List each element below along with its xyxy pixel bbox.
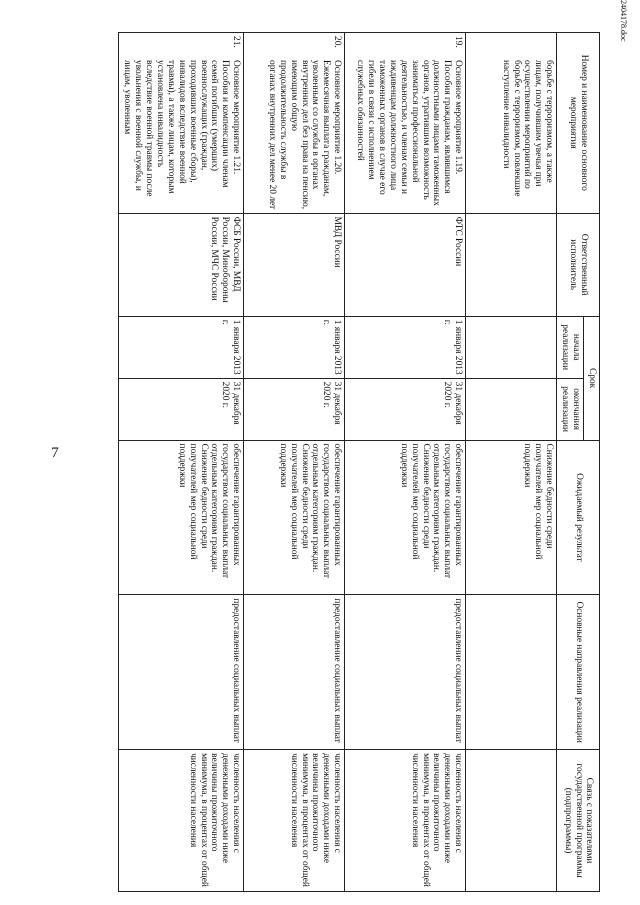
row-result: Снижение бедности среди получателей мер социальной поддержки [466, 440, 557, 595]
row-indicator: численность населения с денежными доходами ниже величины прожиточного минимума, в процентах от общей численности населения [244, 750, 345, 892]
row-executor: ФСБ России, МВД России, Минобороны России, МЧС России [119, 213, 244, 316]
row-indicator [466, 750, 557, 892]
header-row [584, 33, 600, 892]
rotated-table-container [95, 32, 600, 892]
table-row [466, 33, 557, 892]
row-result: обеспечение гарантированных государством социальных выплат отдельным категориям граждан. Снижение бедности среди получателей мер социальной поддержки [119, 440, 244, 595]
row-title: Основное мероприятие 1.19. Пособия гражданам, являвшимся должностными лицами таможенных органов, утратившим возможность заниматься профессиональной деятельностью, и членам семьи и иждивенцам должностного лица таможенных органов в случае его гибели в связи с исполнением служебных обязанностей [355, 60, 464, 206]
row-direction: предоставление социальных выплат [345, 595, 466, 750]
header-measure: Номер и наименование основного мероприятия [557, 33, 600, 214]
row-number [500, 36, 555, 54]
header-start: начала реализации [557, 316, 584, 378]
row-direction: предоставление социальных выплат [244, 595, 345, 750]
footer-filename: 2404178.doc [619, 0, 628, 42]
header-end: окончания реализации [557, 378, 584, 440]
row-executor: МВД России [244, 213, 345, 316]
table-row [119, 33, 244, 892]
row-start: 1 января 2013 г. [119, 316, 244, 378]
measures-table [118, 32, 600, 892]
row-end: 31 декабря 2020 г. [345, 378, 466, 440]
header-direction: Основные направления реализации [557, 595, 600, 750]
row-title: Основное мероприятие 1.21. Пособия и компенсации членам семей погибших (умерших) военнослужащих (граждан, проходивших военные сборы), инвалидов вследствие военной травмы), а также лицам, которым установлена инвалидность вследствие военной травмы после увольнения с военной службы, и лицам, уволенным [122, 60, 242, 197]
row-end: 31 декабря 2020 г. [119, 378, 244, 440]
row-result: обеспечение гарантированных государством социальных выплат отдельным категориям граждан. Снижение бедности среди получателей мер социальной поддержки [345, 440, 466, 595]
row-indicator: численность населения с денежными доходами ниже величины прожиточного минимума, в процентах от общей численности населения [119, 750, 244, 892]
row-direction: предоставление социальных выплат [119, 595, 244, 750]
header-executor: Ответственный исполнитель [557, 213, 600, 316]
row-end [466, 378, 557, 440]
row-title: Основное мероприятие 1.20. Ежемесячная выплата гражданам, уволенным со службы в органах внутренних дел без права на пенсию, имеющим общую продолжительность службы в органах внутренних дел менее 20 лет [266, 60, 343, 210]
header-result: Ожидаемый результат [557, 440, 600, 595]
row-start: 1 января 2013 г. [244, 316, 345, 378]
row-start [466, 316, 557, 378]
row-result: обеспечение гарантированных государством социальных выплат отдельным категориям граждан. Снижение бедности среди получателей мер социальной поддержки [244, 440, 345, 595]
header-indicator: Связь с показателями государственной программы (подпрограммы) [557, 750, 600, 892]
row-number: 20. [332, 36, 343, 48]
row-start: 1 января 2013 г. [345, 316, 466, 378]
row-direction [466, 595, 557, 750]
row-executor [466, 213, 557, 316]
table-row [345, 33, 466, 892]
row-title: борьбе с терроризмом, а также лицам, получившим увечья при осуществлении мероприятий по борьбе с терроризмом, повлекшие наступление инвалидности [500, 60, 555, 197]
row-executor: ФТС России [345, 213, 466, 316]
header-term: Срок [584, 316, 600, 440]
row-indicator: численность населения с денежными доходами ниже величины прожиточного минимума, в процентах от общей численности населения [345, 750, 466, 892]
page-number: 7 [51, 445, 59, 461]
table-row [244, 33, 345, 892]
row-number: 21. [231, 36, 242, 48]
row-number: 19. [453, 36, 464, 48]
row-end: 31 декабря 2020 г. [244, 378, 345, 440]
